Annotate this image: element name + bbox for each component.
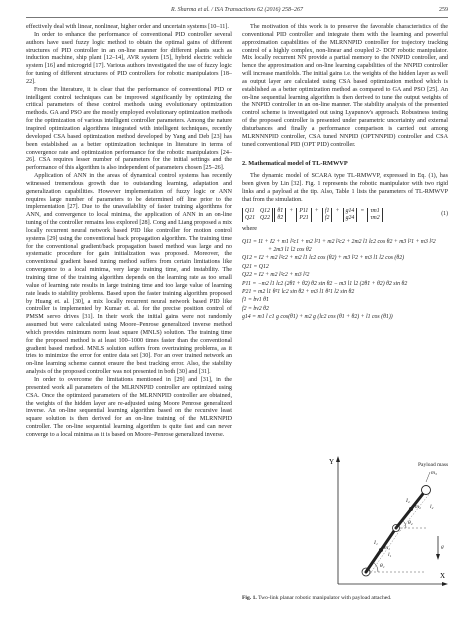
caption-label: Fig. 1. bbox=[242, 595, 257, 601]
payload-mass bbox=[422, 486, 431, 495]
equation-line: + 2m3 l1 l2 cos θ2 bbox=[268, 246, 312, 253]
left-paragraph-5: In order to overcome the limitations mentioned in [29] and [31], in the presented work all parameters of the MLRNNPID controller are optimized using CSA. Once the optimized parameters of the MLRNNPID controller are obtained, the weights of the hidden layer are re-adjusted using Moore Penrose generalized inverse. An on-line sequential learning algorithm based on the recursive least square solution is then derived for an on-line training of the MLRNNPID controller. The on-line sequential learning algorithm is quite fast and can never converge to a local minima as it is based on Moore–Penrose generalized inverse. bbox=[26, 376, 232, 438]
x-axis-arrow bbox=[442, 582, 448, 586]
left-column bbox=[26, 24, 232, 440]
equation-list bbox=[242, 238, 448, 322]
friction-vector: f1 f2 bbox=[322, 208, 333, 222]
page-number: 259 bbox=[439, 7, 448, 13]
manipulator-figure bbox=[326, 452, 450, 592]
mass-1 bbox=[379, 548, 383, 552]
acceleration-vector: θ̈1 θ̈2 bbox=[274, 208, 286, 222]
I1-label: I₁ bbox=[374, 540, 378, 546]
right-column bbox=[242, 24, 448, 324]
section-heading: 2. Mathematical model of TL-RMWVP bbox=[242, 159, 348, 167]
link-2-length bbox=[400, 493, 430, 531]
figure-caption bbox=[242, 595, 448, 601]
left-paragraph-3: From the literature, it is clear that the performance of conventional PID or intelligent control techniques can be improved significantly by optimizing the critical parameters of these control methods using evolutionary optimization methods. GA and PSO are the mostly employed evolutionary optimization methods for the optimization of various intelligent controller parameters. Among the nature inspired optimization algorithms integrated with intelligent techniques, recently developed CSA based optimization method developed by Yang and Deb [23] has been established as a better optimization technique in literature in terms of convergence rate and optimization performance for the robotic manipulators [24–26]. CSA requires lesser number of parameters for the initial settings and the performance of this algorithm is also independent of parameters chosen [25–26]. bbox=[26, 86, 232, 172]
inertia-matrix: Q11 Q12 Q21 Q22 bbox=[242, 208, 273, 222]
equation-line: g14 = m1 l c1 g cos(θ1) + m2 g (lc2 cos (θ1 + θ2) + l1 cos (θ1)) bbox=[242, 314, 393, 321]
equation-line: Q21 = Q12 bbox=[242, 263, 269, 270]
y-axis-arrow bbox=[336, 456, 340, 462]
theta1-label: θ₁ bbox=[380, 563, 385, 569]
equation-line: Q11 = I1 + I2 + m1 l²c1 + m2 l²1 + m2 l²c2 + 2m2 l1 lc2 cos θ2 + m3 l²1 + m3 l²2 bbox=[242, 238, 436, 245]
left-paragraph-2: In order to enhance the performance of conventional PID controller several authors have used fuzzy logic method to obtain the optimal gains of different structures of PID controller in an on-line manner for different plants such as induction machine, ship plant [12–14], AVR system [15], hybrid electric vehicle system [16] and microgrid [17]. Various authors investigated the use of fuzzy logic for tuning of different structures of PID controllers for robotic manipulators [18–22]. bbox=[26, 31, 232, 85]
equation-number: (1) bbox=[441, 210, 448, 217]
payload-pointer bbox=[426, 472, 430, 482]
equation-line: f2 = bv2 θ̇2 bbox=[242, 305, 269, 312]
right-paragraph-2: The dynamic model of SCARA type TL-RMWVP, expressed in Eq. (1), has been given by Lin [32]. Fig. 1 represents the robotic manipulator with two rigid links and a payload at the tip. Also, Table 1 lists the parameters of TL-RMWVP that from the simulation. bbox=[242, 173, 448, 203]
equation-1: Q11 Q12 Q21 Q22 θ̈1 θ̈2 + P11 P21 + f1 f2 + g14 g24 = τm1 τm2 (1) bbox=[242, 208, 448, 222]
theta2-label: θ₂ bbox=[408, 520, 413, 526]
header-rule bbox=[26, 17, 448, 18]
l1-label: l₁ bbox=[388, 552, 392, 558]
where-label: where bbox=[242, 225, 258, 232]
l2-label: l₂ bbox=[430, 504, 434, 510]
equation-line: P21 = m2 l1 θ̇²1 lc2 sin θ2 + m3 l1 θ̇²1 l2 sin θ2 bbox=[242, 289, 355, 295]
gravity-label: g bbox=[441, 544, 444, 550]
gravity-arrowhead bbox=[436, 554, 440, 560]
coriolis-vector: P11 P21 bbox=[296, 208, 311, 222]
mass-2 bbox=[409, 507, 413, 511]
gravity-vector: g14 g24 bbox=[343, 208, 358, 222]
m2-label: m₂ bbox=[415, 504, 421, 510]
equation-line: Q22 = I2 + m2 l²c2 + m3 l²2 bbox=[242, 272, 310, 279]
equation-line: P11 = −m2 l1 lc2 (2θ̇1 + θ̇2) θ̇2 sin θ2 − m3 l1 l2 (2θ̇1 + θ̇2) θ̇2 sin θ2 bbox=[242, 280, 408, 287]
payload-label: Payload mass bbox=[418, 462, 449, 468]
m3-label: m₃ bbox=[431, 470, 437, 476]
left-paragraph-4: Application of ANN in the areas of dynamical control systems has recently witnessed tremendous growth due to outstanding learning, adaptation and generalization capabilities. However implementation of fuzzy logic or ANN requires large number of parameters to be determined off line prior to the implementation [27]. Due to the unavailability of faster training algorithms for ANN, and convergence to local minima, the application of ANN in an on-line tuning of the controller remains less explored [28]. Cong and Liang proposed a mix locally recurrent neural network based PID like controller for motion control systems [29] using the conventional back propagation algorithm. The training time for the conventional gradient/back propagation based method was large and no systematic procedure for gain initialization was proposed. Moreover, the conventional gradient based tuning method suffers from certain limitations like convergence to a local minima, very large training time, and instability. The training time of the training algorithm depends on the learning rate as too small value of learning rate results in large training time and too large value of learning rate leads to stability problems. Based upon the faster training algorithm proposed by Huang et. al. [30], a mix locally recurrent neural network based PID like controller is implemented by Kumar et. al. for the precise position control of PMSM servo drives [31]. In their work the initial gains were not randomly assumed but were calculated using Moore–Penrose generalized inverse method which provides minimum norm least square (MNLS) solution. The training time for the proposed method is at least 100–1000 times faster than the conventional gradient based method. MNLS solution suffers from overtraining problems, as it tries to minimize the error for entire data set [30]. For an over trained network an on-line learning scheme cannot ensure the best tracking error. Also, the stability analysis of the proposed controller was not presented in both [30] and [31]. bbox=[26, 173, 232, 376]
I2-label: I₂ bbox=[406, 498, 410, 504]
equation-line: Q12 = I2 + m2 l²c2 + m2 l1 lc2 cos (θ2) + m3 l²2 + m3 l1 l2 cos (θ2) bbox=[242, 255, 405, 262]
right-paragraph-1: The motivation of this work is to preserve the favorable characteristics of the conventional PID controller and integrate them with the learning and powerful approximation capabilities of the MLRNNPID controller for trajectory tracking control of a highly complex, non-linear and coupled 2- DOF robotic manipulator. Mix locally recurrent NN provide a partial memory to the NNPID controller, and hence the approximation and on-line learning capabilities of the NNPID controller will increase manifolds. The initial gains i.e. the weights of the hidden layer as well as output layer are calculated using CSA based optimization method which is established as a better optimization method as compared to GA and PSO [25]. An on-line sequential learning algorithm is then derived to tune the output weights of the NNPID controller in an on-line manner. The stability analysis of the presented control scheme is investigated out using Lyapunov's approach. Robustness testing of the proposed controller is presented under parametric uncertainty and external disturbances and finally a performance comparison is carried out among MLRNNNPID controller, CSA tuned NNPID (OPTNNPID) controller and CSA tuned conventional PID (OPT PID) controller. bbox=[242, 24, 448, 148]
equation-line: f1 = bv1 θ̇1 bbox=[242, 297, 269, 304]
link-1-length bbox=[370, 530, 400, 574]
left-paragraph-1: effectively deal with linear, nonlinear, higher order and uncertain systems [10–11]. bbox=[26, 24, 229, 30]
x-axis-label: X bbox=[440, 572, 446, 580]
journal-citation: R. Sharma et al. / ISA Transactions 62 (2016) 258–267 bbox=[170, 7, 304, 13]
m1-label: m₁ bbox=[384, 545, 390, 551]
caption-text: Two-link planar robotic manipulator with payload attached. bbox=[258, 595, 392, 601]
y-axis-label: Y bbox=[329, 458, 335, 466]
torque-vector: τm1 τm2 bbox=[367, 208, 382, 222]
